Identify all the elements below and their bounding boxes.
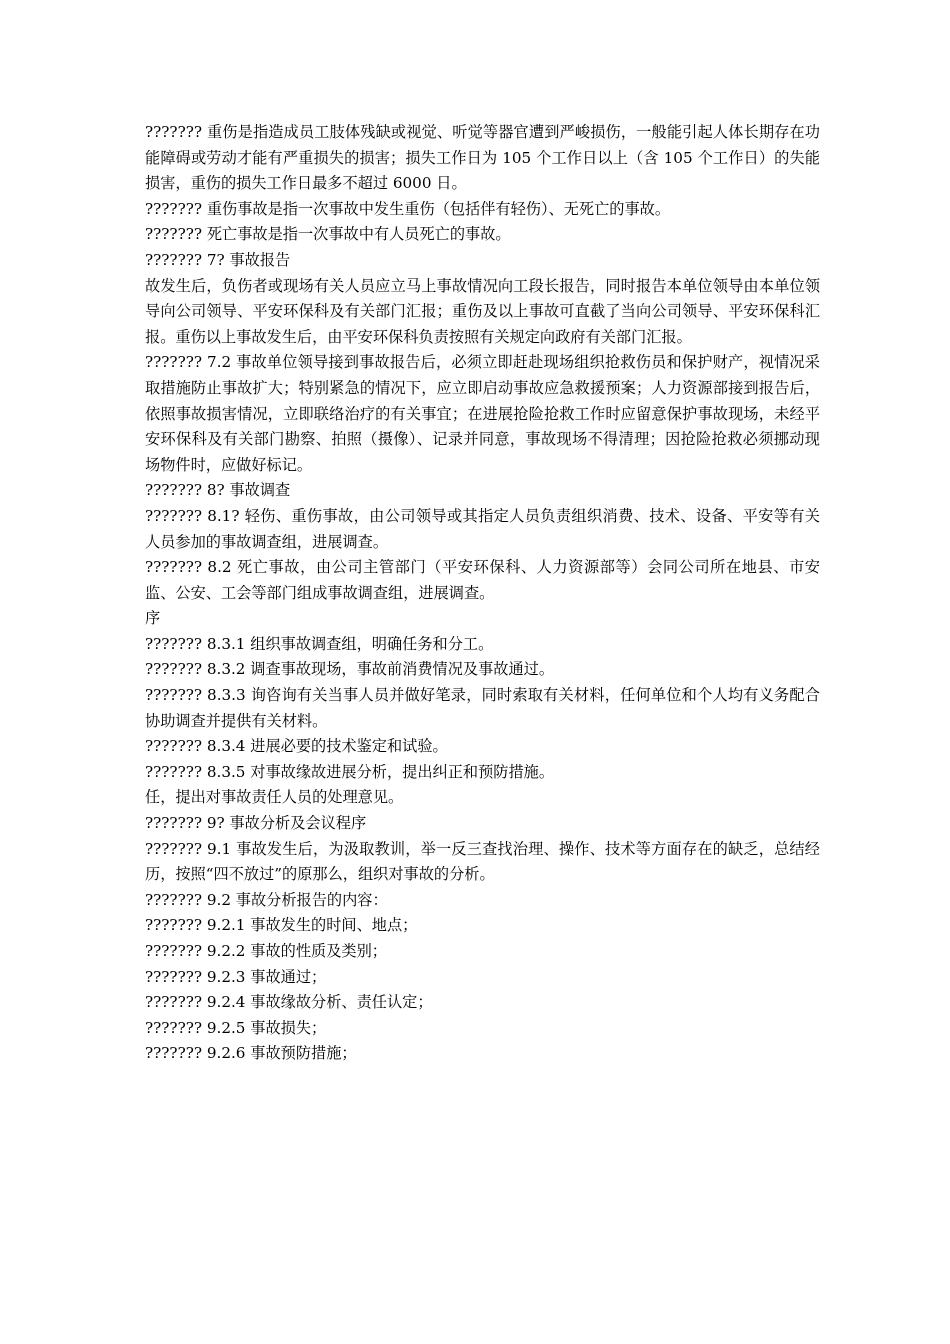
paragraph: ??????? 8.1? 轻伤、重伤事故，由公司领导或其指定人员负责组织消费、技术、设备、平安等有关人员参加的事故调查组，进展调查。 xyxy=(145,506,820,551)
paragraph: ??????? 8.2 死亡事故，由公司主管部门（平安环保科、人力资源部等）会同公司所在地县、市安监、公安、工会等部门组成事故调查组，进展调查。 xyxy=(145,558,820,602)
list-item: ??????? 9.2.3 事故通过； xyxy=(145,967,327,986)
list-item: ??????? 9.2.2 事故的性质及类别； xyxy=(145,942,387,960)
document-body xyxy=(145,120,820,1067)
list-item: ??????? 9.2.5 事故损失； xyxy=(145,1018,327,1037)
paragraph: ??????? 8.3.3 询咨询有关当事人员并做好笔录，同时索取有关材料，任何单位和个人均有义务配合协助调查并提供有关材料。 xyxy=(145,686,820,730)
paragraph: ??????? 8.3.5 对事故缘故进展分析，提出纠正和预防措施。 xyxy=(145,762,555,781)
paragraph: ??????? 8.3.2 调查事故现场，事故前消费情况及事故通过。 xyxy=(145,660,555,679)
paragraph: ??????? 8.3.4 进展必要的技术鉴定和试验。 xyxy=(145,737,448,756)
section-heading: ??????? 9? 事故分析及会议程序 xyxy=(145,814,367,833)
paragraph: ??????? 8.3.1 组织事故调查组，明确任务和分工。 xyxy=(145,634,494,653)
paragraph: ??????? 重伤是指造成员工肢体残缺或视觉、听觉等器官遭到严峻损伤，一般能引起人体长期存在功能障碍或劳动才能有严重损失的损害；损失工作日为 105 个工作日以上（含 105 个工作日）的失能损害，重伤的损失工作日最多不超过 6000 日。 xyxy=(145,123,820,193)
paragraph: 序 xyxy=(145,609,161,628)
list-item: ??????? 9.2.4 事故缘故分析、责任认定； xyxy=(145,993,433,1012)
paragraph: ??????? 死亡事故是指一次事故中有人员死亡的事故。 xyxy=(145,225,511,244)
section-heading: ??????? 8? 事故调查 xyxy=(145,481,291,500)
list-item: ??????? 9.2.1 事故发生的时间、地点； xyxy=(145,916,418,935)
list-item: ??????? 9.2.6 事故预防措施； xyxy=(145,1044,357,1063)
paragraph: 故发生后，负伤者或现场有关人员应立马上事故情况向工段长报告，同时报告本单位领导由本单位领导向公司领导、平安环保科及有关部门汇报；重伤及以上事故可直截了当向公司领导、平安环保科汇报。重伤以上事故发生后，由平安环保科负责按照有关规定向政府有关部门汇报。 xyxy=(145,276,820,346)
paragraph: ??????? 7.2 事故单位领导接到事故报告后，必须立即赶赴现场组织抢救伤员和保护财产，视情况采取措施防止事故扩大；特别紧急的情况下，应立即启动事故应急救援预案；人力资源部接到报告后，依照事故损害情况，立即联络治疗的有关事宜；在进展抢险抢救工作时应留意保护事故现场，未经平安环保科及有关部门勘察、拍照（摄像）、记录并同意，事故现场不得清理；因抢险抢救必须挪动现场物件时，应做好标记。 xyxy=(145,353,820,474)
section-heading: ??????? 7? 事故报告 xyxy=(145,250,291,269)
paragraph: ??????? 重伤事故是指一次事故中发生重伤（包括伴有轻伤）、无死亡的事故。 xyxy=(145,199,671,218)
paragraph: ??????? 9.2 事故分析报告的内容： xyxy=(145,890,388,909)
paragraph: ??????? 9.1 事故发生后，为汲取教训，举一反三查找治理、操作、技术等方面存在的缺乏，总结经历，按照“四不放过”的原那么，组织对事故的分析。 xyxy=(145,839,820,884)
paragraph: 任，提出对事故责任人员的处理意见。 xyxy=(145,788,404,807)
